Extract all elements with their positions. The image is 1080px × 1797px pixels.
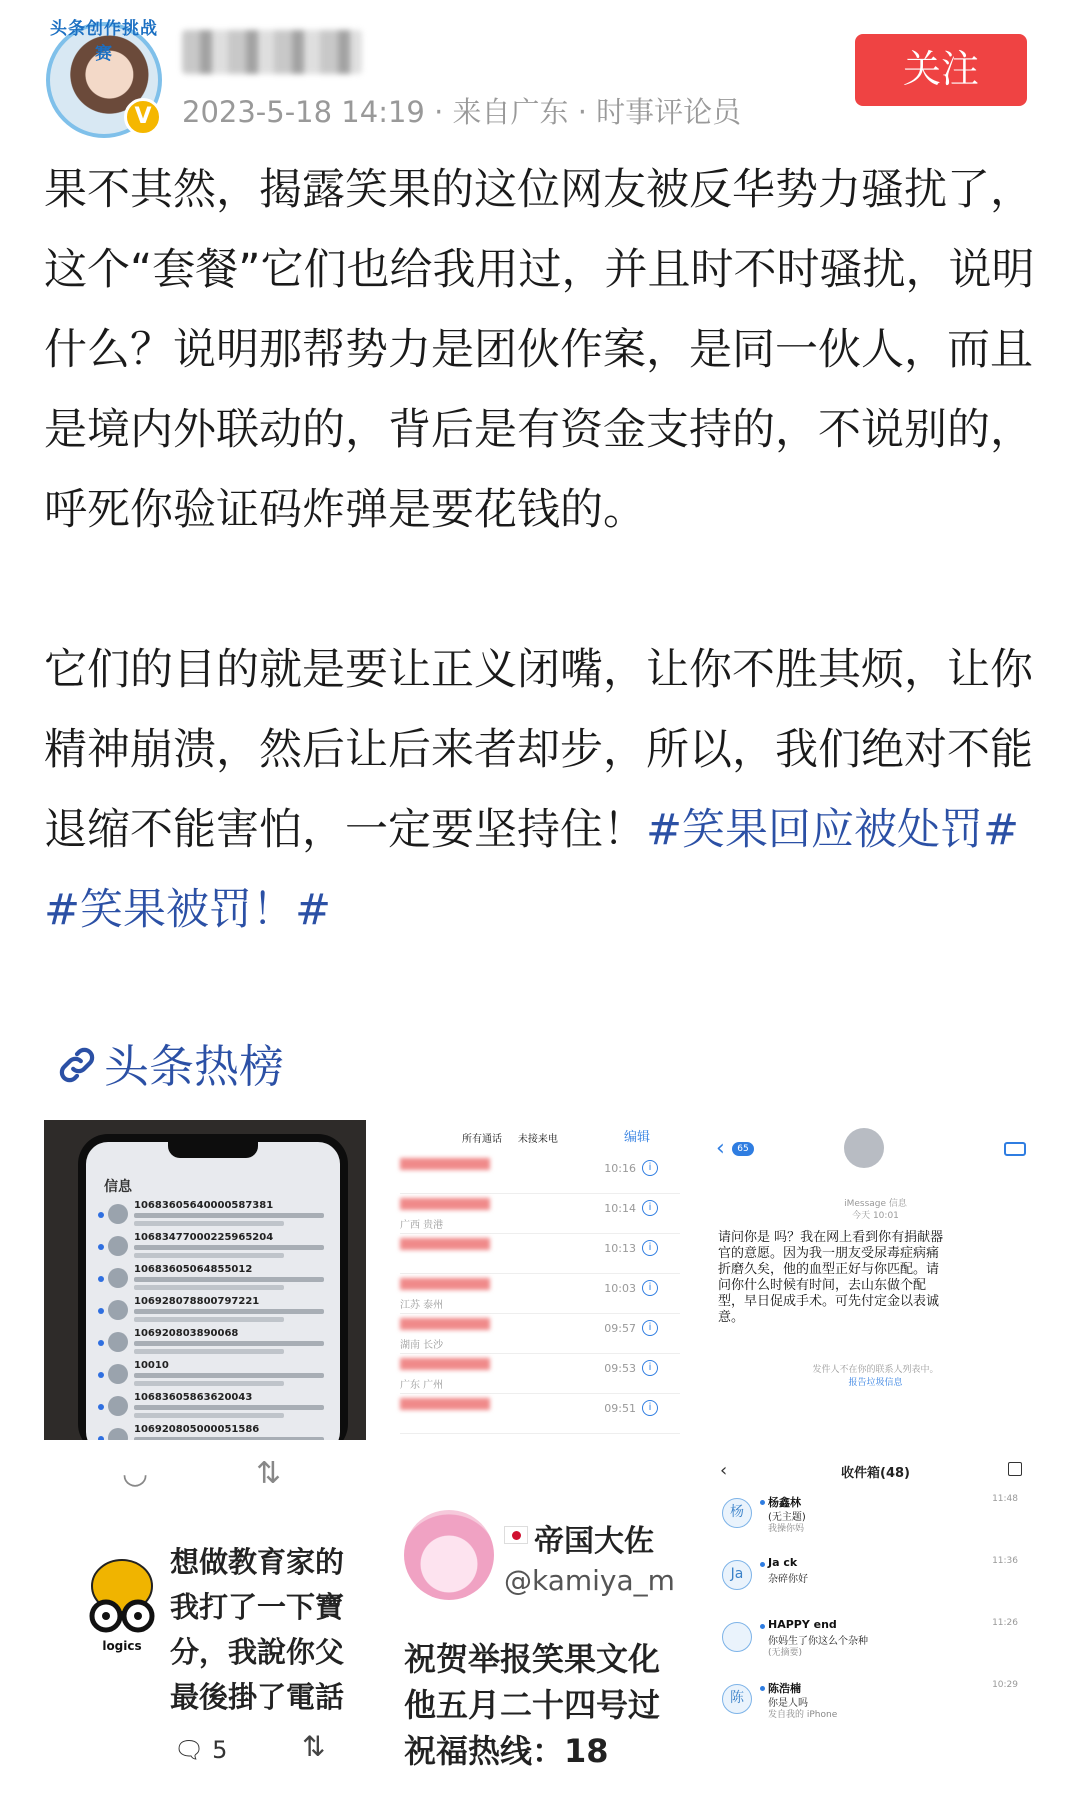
hashtag-link[interactable]: #笑果回应被处罚# (646, 805, 1020, 855)
image-imessage[interactable] (712, 1120, 1039, 1440)
sms-number: 10683605863620043 (134, 1392, 253, 1403)
verified-badge-icon: V (124, 98, 162, 136)
contact-avatar-icon (108, 1204, 128, 1224)
info-icon: i (642, 1320, 658, 1336)
back-chevron-icon: ‹ (716, 1136, 725, 1161)
phone-notch (168, 1142, 258, 1158)
sms-row (98, 1200, 330, 1230)
sms-row (98, 1360, 330, 1390)
contact-avatar-icon (108, 1236, 128, 1256)
contact-avatar-icon (844, 1128, 884, 1168)
image-inbox[interactable] (712, 1448, 1039, 1797)
logics-line: 最後掛了電話 (170, 1680, 345, 1714)
hashtag-link[interactable]: #笑果被罚！# (44, 885, 332, 935)
call-time: 09:53 (604, 1362, 636, 1375)
call-row (400, 1234, 680, 1274)
sms-number: 106920803890068 (134, 1328, 239, 1339)
call-time: 09:57 (604, 1322, 636, 1335)
imessage-bubble: 请问你是 吗？我在网上看到你有捐献器官的意愿。因为我一朋友受尿毒症病痛折磨久矣，他的血型正好与你匹配。请问你什么时候有时间，去山东做个配型，早日促成手术。可先付定金以表诚意。 (718, 1230, 944, 1325)
sms-title: 信息 (104, 1179, 132, 1195)
comment-count: 5 (212, 1736, 228, 1764)
sender-name: 陈浩楠 (768, 1682, 801, 1695)
inbox-row (720, 1492, 1032, 1554)
unknown-sender-note: 发件人不在你的联系人列表中。 (812, 1365, 939, 1375)
sms-number: 10683605064855012 (134, 1264, 253, 1275)
mail-time: 11:36 (992, 1556, 1018, 1566)
call-location: 广东 广州 (400, 1380, 444, 1391)
info-icon: i (642, 1400, 658, 1416)
logics-logo-text: logics (102, 1639, 142, 1653)
sender-avatar: 陈 (722, 1684, 752, 1714)
call-row (400, 1354, 680, 1394)
inbox-row (720, 1616, 1032, 1678)
call-row (400, 1274, 680, 1314)
username-blurred[interactable] (182, 30, 362, 74)
kamiya-handle: @kamiya_m (504, 1564, 675, 1597)
image-logics-post[interactable] (44, 1448, 366, 1797)
contact-avatar-icon (108, 1364, 128, 1384)
image-kamiya-post[interactable] (374, 1448, 704, 1797)
call-location: 江苏 泰州 (400, 1300, 444, 1311)
contact-avatar-icon (108, 1332, 128, 1352)
contact-avatar-icon (108, 1428, 128, 1440)
contact-avatar-icon (108, 1396, 128, 1416)
mail-time: 11:48 (992, 1494, 1018, 1504)
sms-number: 10683477000225965204 (134, 1232, 274, 1243)
sender-name: 杨鑫林 (768, 1496, 801, 1509)
phone-screen (86, 1142, 340, 1440)
report-spam-link: 报告垃圾信息 (848, 1378, 903, 1388)
video-call-icon (1004, 1142, 1026, 1156)
logics-logo-icon (82, 1556, 162, 1656)
mail-preview: (无摘要) (768, 1648, 803, 1658)
sender-avatar: 杨 (722, 1498, 752, 1528)
logics-line: 分，我說你父 (170, 1635, 345, 1669)
sms-row (98, 1264, 330, 1294)
mail-subject: 你妈生了你这么个杂种 (768, 1636, 868, 1647)
call-time: 10:14 (604, 1202, 636, 1215)
call-row (400, 1394, 680, 1434)
follow-button[interactable]: 关注 (855, 34, 1027, 106)
mail-subject: 你是人吗 (768, 1698, 808, 1709)
sms-number: 106920805000051586 (134, 1424, 260, 1435)
post-meta: 2023-5-18 14:19 · 来自广东 · 时事评论员 (182, 95, 742, 129)
logics-post-text (170, 1540, 366, 1720)
kamiya-line: 祝贺举报笑果文化 (404, 1640, 661, 1678)
sender-avatar (722, 1622, 752, 1652)
hotlist-label: 头条热榜 (104, 1040, 285, 1093)
compose-icon (1008, 1462, 1022, 1476)
call-row (400, 1154, 680, 1194)
contact-avatar-icon (108, 1268, 128, 1288)
speech-bubble-icon: 🗨︎ (174, 1736, 205, 1764)
kamiya-line: 祝福热线：18 (404, 1732, 609, 1770)
tab-all-calls: 所有通话 (462, 1134, 502, 1145)
inbox-row (720, 1678, 1032, 1740)
sender-name: Ja ck (768, 1556, 798, 1569)
info-icon: i (642, 1200, 658, 1216)
tab-missed-calls: 未接来电 (517, 1134, 558, 1145)
kamiya-line: 他五月二十四号过 (404, 1686, 661, 1724)
post-header (0, 0, 1080, 140)
call-row (400, 1314, 680, 1354)
logics-line: 想做教育家的 (170, 1545, 345, 1579)
post-paragraph-2 (44, 630, 1044, 950)
mail-time: 10:29 (992, 1680, 1018, 1690)
unread-badge: 65 (732, 1142, 754, 1156)
avatar-ring-text: 头条创作挑战赛 (50, 19, 158, 64)
imessage-service: iMessage 信息 (844, 1199, 907, 1209)
call-time: 10:03 (604, 1282, 636, 1295)
imessage-date: 今天 10:01 (852, 1211, 899, 1221)
image-phone-sms[interactable] (44, 1120, 366, 1440)
post-paragraph-1: 果不其然，揭露笑果的这位网友被反华势力骚扰了，这个“套餐”它们也给我用过，并且时不时骚扰，说明什么？说明那帮势力是团伙作案，是同一伙人，而且是境内外联动的，背后是有资金支持的，不说别的，呼死你验证码炸弹是要花钱的。 (44, 165, 1035, 535)
hotlist-link[interactable] (54, 1030, 284, 1095)
call-time: 10:13 (604, 1242, 636, 1255)
retweet-icon: ⇅ (256, 1456, 282, 1491)
sms-row (98, 1328, 330, 1358)
anime-avatar-icon (404, 1510, 494, 1600)
comment-stat (174, 1736, 227, 1764)
inbox-row (720, 1554, 1032, 1616)
sms-number: 106928078800797221 (134, 1296, 260, 1307)
retweet-icon: ⇅ (302, 1730, 326, 1763)
mail-time: 11:26 (992, 1618, 1018, 1628)
imessage-meta (712, 1198, 1039, 1222)
mail-subject: (无主题) (768, 1512, 806, 1523)
kamiya-name: 帝国大佐 (534, 1524, 654, 1559)
mail-subject: 杂碎你好 (768, 1574, 808, 1585)
japan-flag-icon (504, 1526, 528, 1544)
link-icon (54, 1042, 100, 1088)
image-grid (44, 1120, 1039, 1797)
sms-row (98, 1392, 330, 1422)
call-log-edit: 编辑 (624, 1130, 651, 1145)
kamiya-post-text (404, 1636, 704, 1774)
phone-photo (78, 1134, 348, 1440)
post-paragraph-2-text: 它们的目的就是要让正义闭嘴，让你不胜其烦，让你精神崩溃，然后让后来者却步，所以，我们绝对不能退缩不能害怕，一定要坚持住！ (44, 645, 1033, 855)
info-icon: i (642, 1160, 658, 1176)
sms-number: 10683605640000587381 (134, 1200, 274, 1211)
inbox-title: 收件箱(48) (841, 1466, 910, 1481)
info-icon: i (642, 1280, 658, 1296)
call-log-tabs (462, 1130, 558, 1145)
info-icon: i (642, 1240, 658, 1256)
sms-row (98, 1296, 330, 1326)
call-location: 湖南 长沙 (400, 1340, 444, 1351)
call-time: 09:51 (604, 1402, 636, 1415)
sms-row (98, 1424, 330, 1440)
sms-number: 10010 (134, 1360, 169, 1371)
imessage-footer (712, 1364, 1039, 1390)
sender-avatar: Ja (722, 1560, 752, 1590)
sms-row (98, 1232, 330, 1262)
call-location: 广西 贵港 (400, 1220, 444, 1231)
mail-preview: 发自我的 iPhone (768, 1710, 838, 1720)
mail-preview: 我操你妈 (768, 1524, 805, 1534)
author-avatar[interactable] (40, 14, 168, 142)
contact-avatar-icon (108, 1300, 128, 1320)
call-row (400, 1194, 680, 1234)
image-call-log[interactable] (374, 1120, 704, 1440)
back-chevron-icon: ‹ (720, 1460, 728, 1481)
post-body (44, 150, 1044, 950)
comment-icon: ◡ (122, 1456, 149, 1491)
sender-name: HAPPY end (768, 1618, 837, 1631)
call-time: 10:16 (604, 1162, 636, 1175)
info-icon: i (642, 1360, 658, 1376)
logics-line: 我打了一下寶 (170, 1590, 345, 1624)
